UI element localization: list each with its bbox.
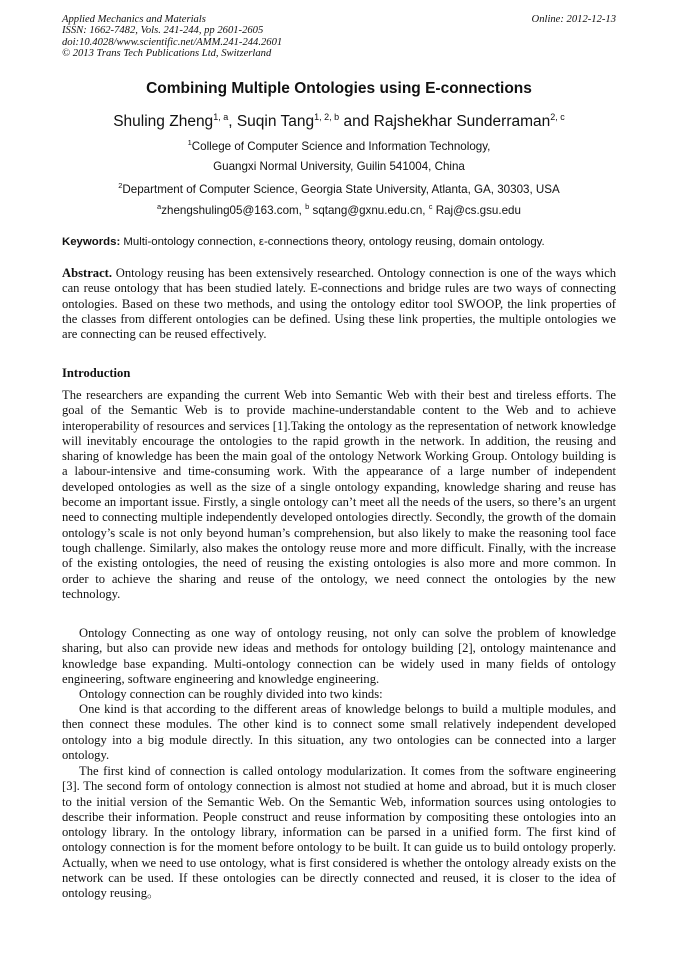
- author-affiliation-mark: 1, 2, b: [314, 112, 340, 122]
- email-text: Raj@cs.gsu.edu: [432, 203, 521, 217]
- affiliation-line: [40, 138, 638, 153]
- abstract-label: Abstract.: [62, 266, 113, 280]
- affiliation-mark: 1: [187, 138, 192, 147]
- doi-line: doi:10.4028/www.scientific.net/AMM.241-244.2601: [62, 36, 283, 48]
- author-name: Shuling Zheng: [113, 113, 214, 131]
- abstract-text: Ontology reusing has been extensively researched. Ontology connection is one of the ways which can reuse ontology that has been studied lately. E-connections and bridge rules are two ways of connecting ontologies. Based on these two methods, and using the ontology editor tool SWOOP, the link properties of the classes from different ontologies can be defined. Using these link properties, the multiple ontologies we are connecting can be reused effectively.: [62, 266, 616, 342]
- affiliation-text: College of Computer Science and Information Technology,: [191, 139, 491, 153]
- paragraph: Ontology connection can be roughly divided into two kinds:: [79, 687, 383, 701]
- journal-name: Applied Mechanics and Materials: [62, 14, 206, 25]
- email-mark: b: [305, 202, 310, 211]
- email-line: [40, 202, 638, 217]
- author-affiliation-mark: 2, c: [550, 112, 565, 122]
- affiliation-line: [40, 181, 638, 196]
- author-list: [62, 112, 616, 131]
- keywords: [62, 236, 622, 248]
- email-mark: a: [157, 202, 162, 211]
- author-name: Suqin Tang: [236, 113, 315, 131]
- keywords-text: Multi-ontology connection, ε-connections theory, ontology reusing, domain ontology.: [120, 236, 545, 248]
- author-affiliation-mark: 1, a: [213, 112, 229, 122]
- paragraph: One kind is that according to the different areas of knowledge belongs to build a multiple modules, and then connect these modules. The other kind is to connect some small relatively independent developed ontology into a big module directly. In this situation, any two ontologies can be connected into a larger ontology.: [62, 702, 616, 762]
- issn-line: ISSN: 1662-7482, Vols. 241-244, pp 2601-2605: [62, 25, 264, 37]
- paragraph: The researchers are expanding the current Web into Semantic Web with their best and tireless efforts. The goal of the Semantic Web is to provide machine-understandable content to the Web and to achieve interoperability of resources and services [1].Taking the ontology as the representation of network knowledge will inevitably encourage the ontologies to the rapid growth in the network. In addition, the reusing and sharing of knowledge has been the main goal of the ontology Network Working Group. Ontology building is a labour-intensive and time-consuming work. With the appearance of a large number of independent developed ontologies as well as the size of a single ontology expanding, knowledge sharing and reuse has become an important issue. Firstly, a single ontology can’t meet all the needs of the users, so there’s an urgent need to connecting multiple independently developed ontologies directly. Secondly, the growth of the domain ontology’s scale is not only beyond human’s comprehension, but also likely to make the reasoning tool face tough challenge. Similarly, also makes the ontology reuse more and more difficult. Finally, with the increase of the existing ontologies, the need of reusing the existing ontologies is also more and more common. In order to achieve the sharing and reuse of the ontology, we need connect the ontologies by the new technology.: [62, 388, 616, 601]
- email-text: zhengshuling05@163.com,: [161, 203, 306, 217]
- journal-header: [62, 14, 616, 60]
- paragraph: The first kind of connection is called ontology modularization. It comes from the software engineering [3]. The second form of ontology connection is almost not studied at home and abroad, but it is much closer to the initial version of the Semantic Web. On the Semantic Web, information sources using ontologies to describe their information. People construct and reuse information by compositing these ontologies into an ontology library. In the ontology library, information can be parsed in a unified form. The first kind of ontology connection is for the moment before ontology to be built. It can guide us to build ontology properly. Actually, when we need to use ontology, what is first considered is whether the ontology already exists on the network can be used. If these ontologies can be directly connected and reused, it is closer to the idea of ontology reusing。: [62, 764, 616, 901]
- author-separator: and: [339, 113, 374, 131]
- section-heading: Introduction: [62, 366, 131, 380]
- paper-title: Combining Multiple Ontologies using E-connections: [146, 80, 532, 97]
- abstract: [62, 266, 616, 342]
- email-mark: c: [428, 202, 433, 211]
- email-text: sqtang@gxnu.edu.cn,: [309, 203, 429, 217]
- author-separator: ,: [228, 113, 237, 131]
- affiliation-text: Guangxi Normal University, Guilin 541004, China: [213, 160, 465, 173]
- author-name: Rajshekhar Sunderraman: [373, 113, 551, 131]
- keywords-label: Keywords:: [62, 236, 121, 248]
- affiliation-mark: 2: [118, 181, 123, 190]
- affiliation-line: [40, 160, 638, 173]
- online-date: Online: 2012-12-13: [531, 14, 616, 25]
- affiliation-text: Department of Computer Science, Georgia State University, Atlanta, GA, 30303, USA: [122, 182, 560, 196]
- paragraph: Ontology Connecting as one way of ontology reusing, not only can solve the problem of knowledge sharing, but also can provide new ideas and methods for ontology building [2], ontology maintenance and knowledge base expanding. Multi-ontology connection can be widely used in many fields of ontology engineering, software engineering and knowledge engineering.: [62, 626, 616, 686]
- copyright-line: © 2013 Trans Tech Publications Ltd, Switzerland: [62, 48, 272, 60]
